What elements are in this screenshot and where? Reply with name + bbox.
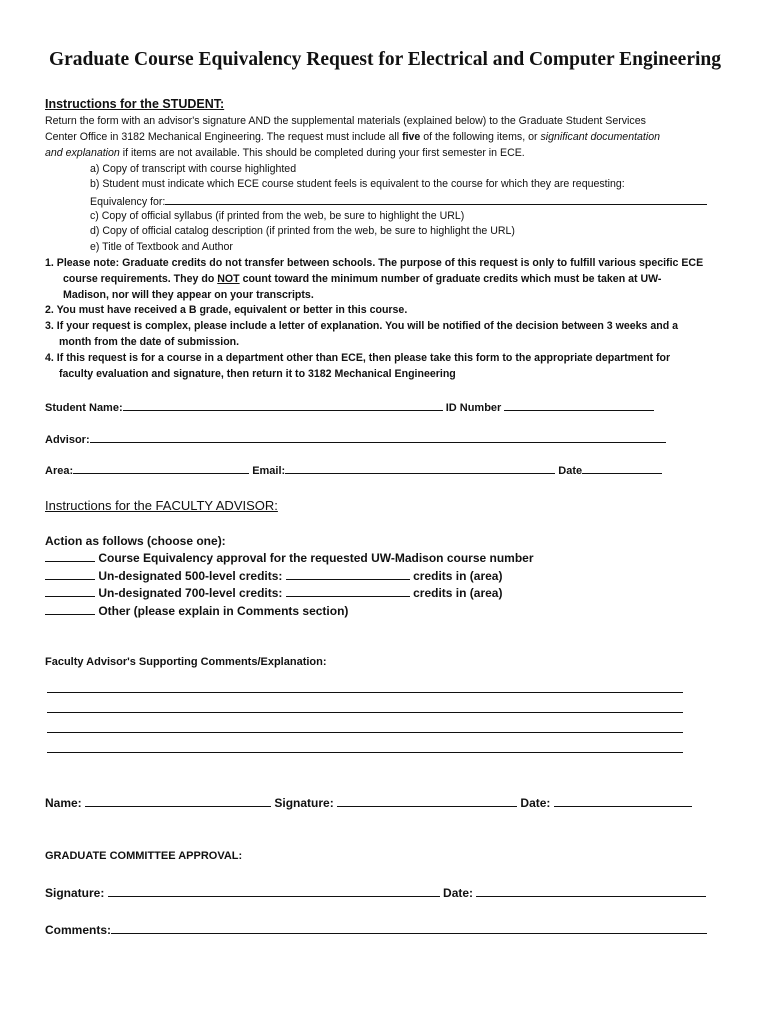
comment-line[interactable] — [47, 692, 683, 693]
note-4-line-1: 4. If this request is for a course in a department other than ECE, then please take this form to the appropriate department for — [45, 352, 671, 364]
student-name-row — [45, 399, 654, 414]
note-not: NOT — [217, 273, 240, 285]
item-e: e) Title of Textbook and Author — [90, 241, 233, 253]
option-checkbox-line[interactable] — [45, 603, 95, 615]
action-label: Action as follows (choose one): — [45, 534, 226, 548]
email-label: Email: — [252, 465, 286, 477]
comment-line[interactable] — [47, 752, 683, 753]
date-field[interactable] — [554, 795, 692, 807]
advisor-label: Advisor: — [45, 434, 90, 446]
student-name-label: Student Name: — [45, 402, 123, 414]
credits-500-field[interactable] — [286, 568, 410, 580]
equivalency-for-label: Equivalency for: — [90, 196, 166, 208]
committee-signature-row — [45, 885, 706, 900]
intro-line-3 — [45, 146, 525, 162]
equivalency-for-row — [90, 193, 707, 211]
item-d: d) Copy of official catalog description (if printed from the web, be sure to highlight the URL) — [90, 225, 515, 237]
comments-label: Faculty Advisor's Supporting Comments/Explanation: — [45, 656, 327, 668]
form-title: Graduate Course Equivalency Request for Electrical and Computer Engineering — [48, 49, 721, 70]
note-3-line-1: 3. If your request is complex, please include a letter of explanation. You will be notified of the decision between 3 weeks and a — [45, 320, 679, 332]
option-other — [45, 603, 348, 618]
note-text: course requirements. They do — [63, 273, 218, 285]
equivalency-for-field[interactable] — [165, 193, 707, 205]
option-label: Course Equivalency approval for the requested UW-Madison course number — [98, 551, 534, 565]
faculty-instructions-heading: Instructions for the FACULTY ADVISOR: — [45, 498, 278, 513]
option-700-level — [45, 585, 502, 600]
signature-label: Signature: — [274, 796, 334, 810]
note-3-line-2: month from the date of submission. — [59, 336, 240, 348]
date-label: Date — [558, 465, 583, 477]
note-1-line-1: 1. Please note: Graduate credits do not transfer between schools. The purpose of this request is only to fulfill various specific ECE — [45, 257, 704, 269]
committee-heading: GRADUATE COMMITTEE APPROVAL: — [45, 850, 243, 862]
email-field[interactable] — [285, 462, 555, 474]
id-number-label: ID Number — [445, 402, 502, 414]
note-2: 2. You must have received a B grade, equivalent or better in this course. — [45, 304, 408, 316]
option-label: Other (please explain in Comments section) — [98, 604, 349, 618]
advisor-signature-row — [45, 795, 692, 810]
student-instructions-heading: Instructions for the STUDENT: — [45, 97, 225, 111]
intro-line-2 — [45, 130, 660, 146]
option-500-level — [45, 568, 502, 583]
committee-comments-row — [45, 922, 707, 937]
note-4-line-2: faculty evaluation and signature, then return it to 3182 Mechanical Engineering — [59, 368, 456, 380]
comment-line[interactable] — [47, 712, 683, 713]
item-c: c) Copy of official syllabus (if printed from the web, be sure to highlight the URL) — [90, 210, 465, 222]
advisor-field[interactable] — [90, 431, 666, 443]
area-field[interactable] — [73, 462, 249, 474]
intro-emphasis: and explanation — [45, 147, 120, 159]
credits-700-field[interactable] — [286, 585, 410, 597]
intro-emphasis: significant documentation — [540, 131, 661, 143]
comment-line[interactable] — [47, 732, 683, 733]
item-b: b) Student must indicate which ECE course student feels is equivalent to the course for which they are requesting: — [90, 178, 625, 190]
note-1-line-3: Madison, nor will they appear on your transcripts. — [63, 289, 314, 301]
date-field[interactable] — [476, 885, 706, 897]
intro-text: if items are not available. This should be completed during your first semester in ECE. — [119, 147, 525, 159]
area-label: Area: — [45, 465, 74, 477]
date-field[interactable] — [582, 462, 662, 474]
option-checkbox-line[interactable] — [45, 585, 95, 597]
advisor-row — [45, 431, 666, 446]
date-label: Date: — [443, 886, 474, 900]
student-name-field[interactable] — [123, 399, 443, 411]
option-label: Un-designated 700-level credits: — [98, 586, 286, 600]
note-text: count toward the minimum number of graduate credits which must be taken at UW- — [239, 273, 662, 285]
intro-five: five — [402, 131, 421, 143]
credits-in-area: credits in (area) — [413, 586, 503, 600]
option-checkbox-line[interactable] — [45, 550, 95, 562]
comments-label: Comments: — [45, 923, 112, 937]
option-checkbox-line[interactable] — [45, 568, 95, 580]
intro-line-1: Return the form with an advisor's signature AND the supplemental materials (explained below) to the Graduate Student Services — [45, 115, 646, 127]
option-label: Un-designated 500-level credits: — [98, 569, 286, 583]
credits-in-area: credits in (area) — [413, 569, 503, 583]
intro-text: Center Office in 3182 Mechanical Engineering. The request must include all — [45, 131, 403, 143]
signature-field[interactable] — [108, 885, 440, 897]
area-row — [45, 462, 662, 477]
id-number-field[interactable] — [504, 399, 654, 411]
intro-text: of the following items, or — [420, 131, 541, 143]
comments-field[interactable] — [111, 922, 707, 934]
date-label: Date: — [520, 796, 551, 810]
signature-label: Signature: — [45, 886, 105, 900]
option-course-equivalency — [45, 550, 534, 565]
signature-field[interactable] — [337, 795, 517, 807]
note-1-line-2 — [63, 272, 661, 288]
name-label: Name: — [45, 796, 82, 810]
name-field[interactable] — [85, 795, 271, 807]
item-a: a) Copy of transcript with course highlighted — [90, 163, 297, 175]
